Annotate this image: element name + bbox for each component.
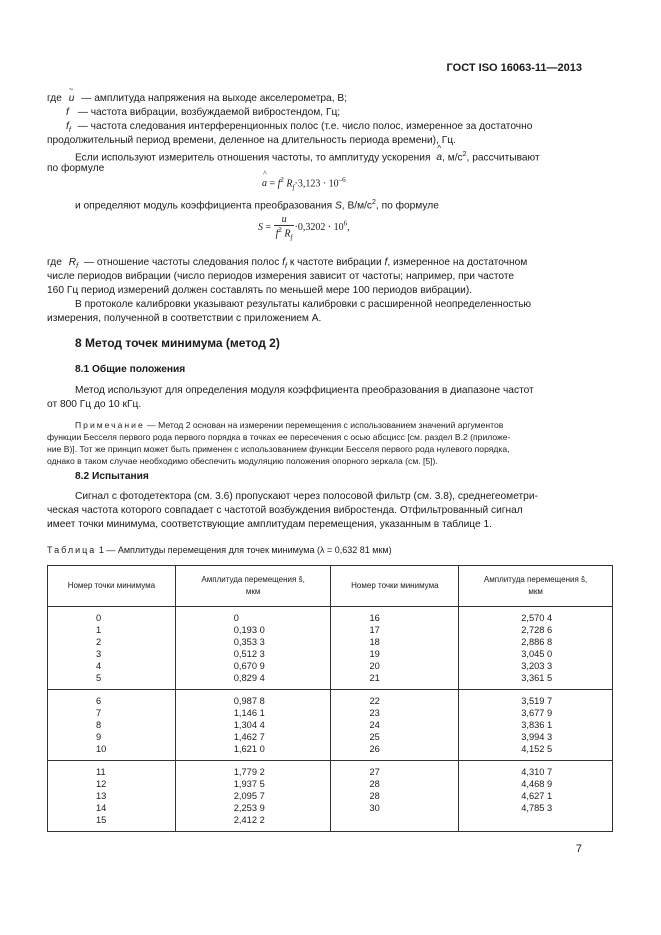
- cell-value: 0: [233, 613, 239, 623]
- cell-value: 17: [369, 625, 380, 635]
- table-row: [48, 690, 613, 761]
- section-8-2-heading: 8.2 Испытания: [75, 471, 149, 482]
- section-8-1-paragraph: Метод используют для определения модуля коэффициента преобразования в диапазоне частот: [75, 385, 534, 396]
- cell-value: 23: [369, 708, 380, 718]
- cell-value: 22: [369, 696, 380, 706]
- header-amplitude-2: Амплитуда перемещения ŝ, мкм: [459, 566, 613, 607]
- table-cell: [48, 607, 176, 690]
- cell-value: 9: [96, 732, 102, 742]
- section-8-2-paragraph-line2: ческая частота которого совпадает с частотой возбуждения вибростенда. Отфильтрованный сигнал: [47, 505, 523, 516]
- cell-value: 0,353 3: [233, 637, 265, 647]
- note-line4: однако в таком случае необходимо обеспечить модуляцию положения опорного зеркала (см. [5]).: [47, 456, 438, 466]
- cell-value: 3,045 0: [521, 649, 553, 659]
- table-cell: [331, 761, 459, 832]
- section-8-1-paragraph-cont: от 800 Гц до 10 кГц.: [47, 399, 142, 410]
- cell-value: 2,570 4: [521, 613, 553, 623]
- standard-header: ГОСТ ISO 16063-11—2013: [446, 62, 582, 74]
- table-cell: [459, 607, 613, 690]
- cell-value: 4: [96, 661, 102, 671]
- cell-value: 28: [369, 779, 380, 789]
- cell-value: 1,779 2: [233, 767, 265, 777]
- page-number: 7: [575, 843, 582, 855]
- table-cell: [331, 607, 459, 690]
- cell-value: 18: [369, 637, 380, 647]
- where-f: f — частота вибрации, возбуждаемой вибростендом, Гц;: [66, 107, 341, 118]
- table-cell: [459, 690, 613, 761]
- cell-value: 4,152 5: [521, 744, 553, 754]
- cell-value: 8: [96, 720, 102, 730]
- cell-value: 11: [96, 767, 106, 777]
- cell-value: 2,886 8: [521, 637, 553, 647]
- cell-value: 4,468 9: [521, 779, 553, 789]
- cell-value: 27: [369, 767, 380, 777]
- report-paragraph-cont: измерения, полученной в соответствии с приложением А.: [47, 313, 322, 324]
- section-8-2-paragraph-line3: имеет точки минимума, соответствующие амплитудам перемещения, указанным в таблице 1.: [47, 519, 492, 530]
- cell-value: 10: [96, 744, 107, 754]
- cell-value: 3,203 3: [521, 661, 553, 671]
- minimum-points-table: [47, 565, 613, 832]
- cell-value: 1: [96, 625, 102, 635]
- accel-paragraph-cont: по формуле: [47, 163, 105, 174]
- where-rf: где $R_f$ — отношение частоты следования полос $f_f$ к частоте вибрации f, измеренное на достаточном: [47, 257, 528, 271]
- where-intro: где ~ u — амплитуда напряжения на выходе акселерометра, В;: [47, 92, 347, 106]
- table-row: [48, 607, 613, 690]
- cell-value: 1,621 0: [233, 744, 265, 754]
- note-line2: функции Бесселя первого рода первого порядка в точках ее пересечения с осью абсцисс [см. раздел В.2 (приложе-: [47, 432, 511, 442]
- formula-acceleration: ^ $a = f^2$ $R_f\cdot 3,123 \cdot 10^{-6}$: [262, 176, 346, 191]
- cell-value: 1,146 1: [233, 708, 265, 718]
- cell-value: 0,193 0: [233, 625, 265, 635]
- cell-value: 2,253 9: [233, 803, 265, 813]
- cell-value: 21: [369, 673, 380, 683]
- cell-value: 24: [369, 720, 380, 730]
- table-cell: [48, 761, 176, 832]
- cell-value: 3,994 3: [521, 732, 553, 742]
- report-paragraph: В протоколе калибровки указывают результаты калибровки с расширенной неопределенностью: [75, 299, 532, 310]
- cell-value: 4,627 1: [521, 791, 553, 801]
- table-header-row: [48, 566, 613, 607]
- table-cell: [459, 761, 613, 832]
- table-body: [48, 607, 613, 832]
- cell-value: 2,095 7: [233, 791, 265, 801]
- cell-value: 3,519 7: [521, 696, 553, 706]
- cell-value: 3,677 9: [521, 708, 553, 718]
- cell-value: 4,310 7: [521, 767, 553, 777]
- header-amplitude-1: Амплитуда перемещения ŝ, мкм: [175, 566, 331, 607]
- accel-paragraph: Если используют измеритель отношения частоты, то амплитуду ускорения ^ a, $м/с^2$, рассчитывают: [75, 148, 540, 165]
- where-ff: $f_f$ — частота следования интерференционных полос (т.е. число полос, измеренное за достаточно: [66, 121, 533, 135]
- cell-value: 0,987 8: [233, 696, 265, 706]
- cell-value: 1,937 5: [233, 779, 265, 789]
- sensitivity-paragraph: и определяют модуль коэффициента преобразования S, $В/м/с^2$, по формуле: [75, 199, 439, 212]
- cell-value: 0,512 3: [233, 649, 265, 659]
- table-cell: [48, 690, 176, 761]
- cell-value: 28: [369, 791, 380, 801]
- cell-value: 12: [96, 779, 107, 789]
- formula-sensitivity: S = ~ $\frac{u}{f^2 R_f}$ $\cdot 0,3202 \cdot 10^6$,: [258, 214, 350, 241]
- where-ff-cont: продолжительный период времени, деленное на длительность периода времени), Гц.: [47, 135, 456, 146]
- cell-value: 19: [369, 649, 380, 659]
- cell-value: 1,304 4: [233, 720, 265, 730]
- cell-value: 20: [369, 661, 380, 671]
- cell-value: 30: [369, 803, 380, 813]
- header-point-number-2: Номер точки минимума: [331, 566, 459, 607]
- section-8-2-paragraph: Сигнал с фотодетектора (см. 3.6) пропускают через полосовой фильтр (см. 3.8), среднегеометри-: [75, 491, 538, 502]
- cell-value: 26: [369, 744, 380, 754]
- cell-value: 0,829 4: [233, 673, 265, 683]
- cell-value: 3: [96, 649, 102, 659]
- section-8-1-heading: 8.1 Общие положения: [75, 364, 186, 375]
- cell-value: 16: [369, 613, 380, 623]
- cell-value: 1,462 7: [233, 732, 265, 742]
- table-cell: [175, 761, 331, 832]
- cell-value: 15: [96, 815, 107, 825]
- table-cell: [175, 690, 331, 761]
- cell-value: 5: [96, 673, 102, 683]
- cell-value: 0: [96, 613, 102, 623]
- cell-value: 2,412 2: [233, 815, 265, 825]
- note-line1: Примечание — Метод 2 основан на измерении перемещения с использованием значений аргументов: [75, 420, 504, 430]
- where-rf-line3: 160 Гц период измерений должен составлять по меньшей мере 100 периодов вибрации).: [47, 285, 473, 296]
- note-line3: ние В)]. Тот же принцип может быть применен с использованием функции Бесселя первого рода нулевого порядка,: [47, 444, 510, 454]
- cell-value: 25: [369, 732, 380, 742]
- cell-value: 3,836 1: [521, 720, 553, 730]
- cell-value: 6: [96, 696, 102, 706]
- cell-value: 14: [96, 803, 107, 813]
- table-cell: [175, 607, 331, 690]
- section-8-heading: 8 Метод точек минимума (метод 2): [75, 336, 280, 350]
- cell-value: 4,785 3: [521, 803, 553, 813]
- cell-value: 2: [96, 637, 102, 647]
- table-row: [48, 761, 613, 832]
- table-caption: Таблица 1 — Амплитуды перемещения для точек минимума (λ = 0,632 81 мкм): [47, 545, 392, 555]
- cell-value: 0,670 9: [233, 661, 265, 671]
- where-rf-line2: числе периодов вибрации (число периодов измерения зависит от частоты; например, при частоте: [47, 271, 515, 282]
- cell-value: 7: [96, 708, 102, 718]
- table-cell: [331, 690, 459, 761]
- cell-value: 3,361 5: [521, 673, 553, 683]
- cell-value: 13: [96, 791, 107, 801]
- cell-value: 2,728 6: [521, 625, 553, 635]
- header-point-number-1: Номер точки минимума: [48, 566, 176, 607]
